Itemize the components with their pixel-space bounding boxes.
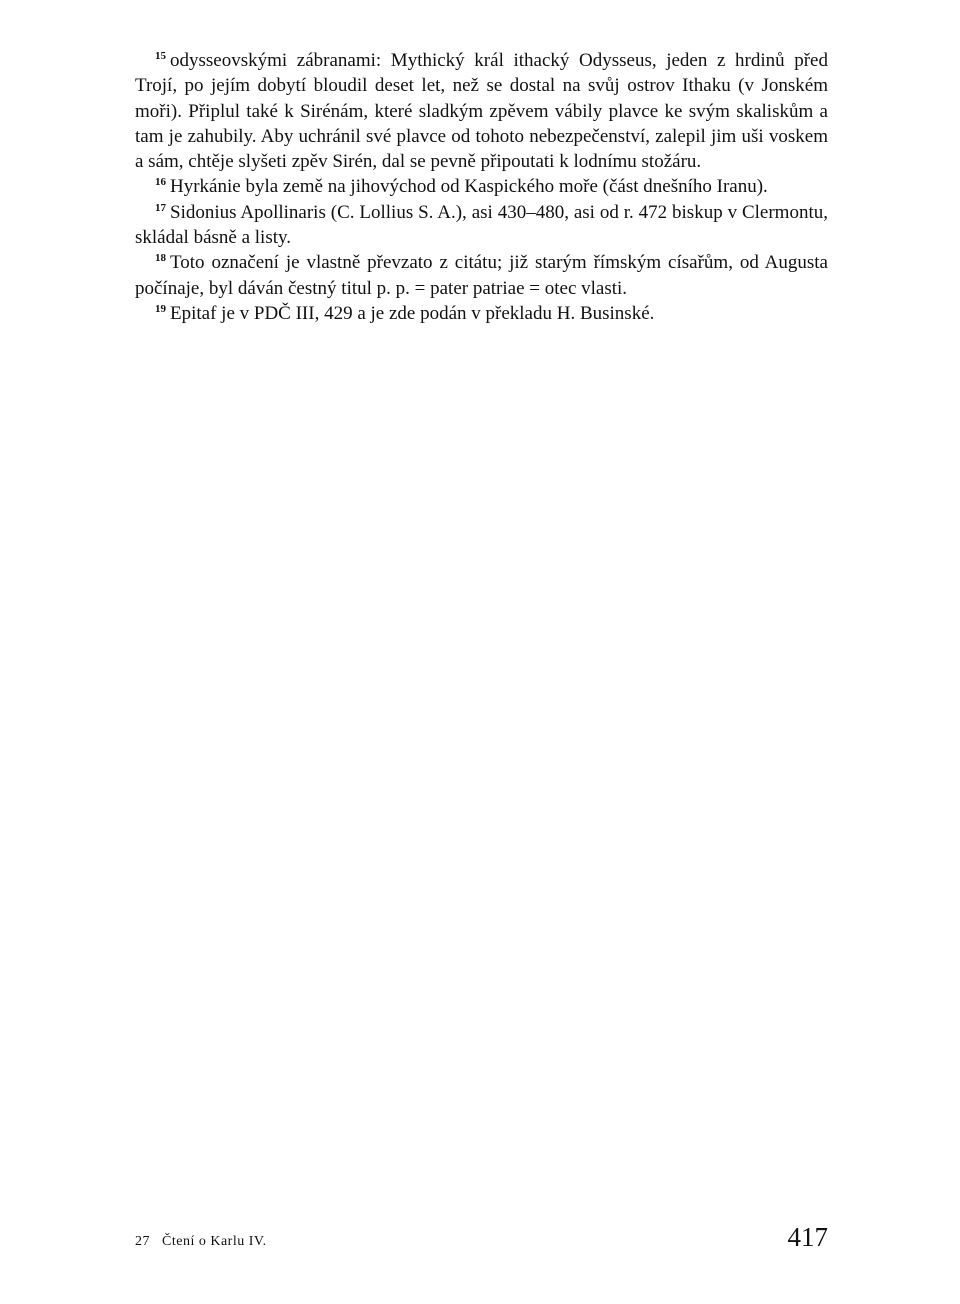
footnote-number: 17 [155, 201, 166, 214]
signature-number: 27 [135, 1234, 150, 1249]
footnote-number: 18 [155, 252, 166, 265]
footnote-number: 16 [155, 176, 166, 189]
footnote-text: Hyrkánie byla země na jihovýchod od Kaspického moře (část dnešního Iranu). [170, 176, 768, 198]
page-number: 417 [787, 1222, 828, 1252]
footnote-text: Sidonius Apollinaris (C. Lollius S. A.), asi 430–480, asi od r. 472 biskup v Clermontu, skládal básně a listy. [135, 201, 828, 249]
footnote-17 [135, 200, 828, 251]
footnotes [135, 48, 828, 326]
footnote-16 [135, 174, 828, 199]
footnote-number: 15 [155, 50, 166, 62]
footnote-text: Epitaf je v PDČ III, 429 a je zde podán v překladu H. Businské. [170, 302, 655, 324]
signature-text: Čtení o Karlu IV. [162, 1234, 267, 1249]
footnote-19 [135, 301, 828, 326]
footnote-text: odysseovskými zábranami: Mythický král ithacký Odysseus, jeden z hrdinů před Trojí, po jejím dobytí bloudil deset let, než se dostal na svůj ostrov Ithaku (v Jonském moři). Připlul také k Sirénám, které sladkým zpěvem vábily plavce ke svým skaliskům a tam je zahubily. Aby uchránil své plavce od tohoto nebezpečenství, zalepil jim uši voskem a sám, chtěje slyšeti zpěv Sirén, dal se pevně připoutati k lodnímu stožáru. [135, 50, 828, 173]
footnote-18 [135, 250, 828, 301]
footnote-number: 19 [155, 302, 166, 315]
footnote-text: Toto označení je vlastně převzato z citátu; již starým římským císařům, od Augusta počínaje, byl dáván čestný titul p. p. = pater patriae = otec vlasti. [135, 252, 828, 299]
printer-signature [135, 1234, 267, 1250]
footnote-15 [135, 48, 828, 174]
page-footer [135, 1222, 828, 1262]
